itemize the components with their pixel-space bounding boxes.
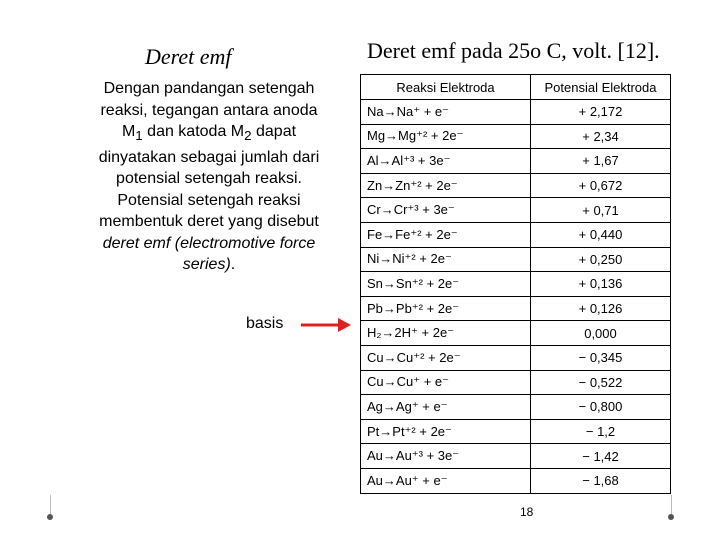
basis-arrow-icon: [300, 315, 352, 335]
page-number: 18: [520, 505, 534, 519]
paragraph-text: .: [230, 256, 236, 274]
reaction-cell: Pt→Pt⁺² + 2e⁻: [361, 419, 531, 444]
paragraph-text: dapat dinyatakan sebagai jumlah dari potensial setengah reaksi. Potensial setengah reaksi membentuk deret yang disebut: [98, 123, 320, 231]
table-row: [361, 395, 671, 420]
table-row: [361, 173, 671, 198]
reaction-cell: Mg→Mg⁺² + 2e⁻: [361, 124, 531, 149]
header-potential: Potensial Elektroda: [531, 75, 671, 100]
left-divider-line: [50, 495, 51, 515]
reaction-cell: Cr→Cr⁺³ + 3e⁻: [361, 198, 531, 223]
table-row: [361, 296, 671, 321]
table-row: [361, 124, 671, 149]
explanation-paragraph: [88, 78, 330, 276]
basis-label: basis: [246, 315, 284, 332]
reaction-cell: H₂→2H⁺ + 2e⁻: [361, 321, 531, 346]
paragraph-subscript: 2: [244, 128, 252, 144]
paragraph-text: dan katoda M: [142, 123, 245, 140]
potential-cell: + 0,136: [531, 272, 671, 297]
table-row: [361, 370, 671, 395]
paragraph-text: Dengan pandangan setengah reaksi, tegangan antara anoda M: [100, 80, 318, 140]
potential-cell: − 1,2: [531, 419, 671, 444]
potential-cell: + 0,126: [531, 296, 671, 321]
table-row: [361, 222, 671, 247]
reaction-cell: Au→Au⁺³ + 3e⁻: [361, 444, 531, 469]
table-row: [361, 247, 671, 272]
potential-cell: − 0,522: [531, 370, 671, 395]
emf-series-table: [360, 74, 671, 494]
reaction-cell: Ni→Ni⁺² + 2e⁻: [361, 247, 531, 272]
header-reaction: Reaksi Elektroda: [361, 75, 531, 100]
table-row: [361, 100, 671, 125]
paragraph-italic-term: deret emf (electromotive force series): [102, 234, 316, 274]
table-row: [361, 198, 671, 223]
potential-cell: 0,000: [531, 321, 671, 346]
table-row: [361, 272, 671, 297]
reaction-cell: Sn→Sn⁺² + 2e⁻: [361, 272, 531, 297]
reaction-cell: Zn→Zn⁺² + 2e⁻: [361, 173, 531, 198]
reaction-cell: Pb→Pb⁺² + 2e⁻: [361, 296, 531, 321]
table-row: [361, 345, 671, 370]
slide-subtitle-left: Deret emf: [145, 44, 232, 69]
table-row: [361, 321, 671, 346]
table-row: [361, 419, 671, 444]
potential-cell: + 0,672: [531, 173, 671, 198]
slide-title: Deret emf pada 25o C, volt. [12].: [367, 38, 660, 63]
paragraph-subscript: 1: [135, 128, 143, 144]
potential-cell: − 0,800: [531, 395, 671, 420]
reaction-cell: Cu→Cu⁺ + e⁻: [361, 370, 531, 395]
potential-cell: − 1,42: [531, 444, 671, 469]
potential-cell: + 0,440: [531, 222, 671, 247]
potential-cell: + 1,67: [531, 149, 671, 174]
reaction-cell: Cu→Cu⁺² + 2e⁻: [361, 345, 531, 370]
table-header-row: [361, 75, 671, 100]
reaction-cell: Na→Na⁺ + e⁻: [361, 100, 531, 125]
reaction-cell: Al→Al⁺³ + 3e⁻: [361, 149, 531, 174]
potential-cell: + 0,250: [531, 247, 671, 272]
left-corner-dot: [47, 514, 53, 520]
table-row: [361, 149, 671, 174]
potential-cell: + 0,71: [531, 198, 671, 223]
potential-cell: − 1,68: [531, 468, 671, 493]
reaction-cell: Fe→Fe⁺² + 2e⁻: [361, 222, 531, 247]
right-corner-dot: [668, 514, 674, 520]
potential-cell: − 0,345: [531, 345, 671, 370]
table-row: [361, 444, 671, 469]
reaction-cell: Ag→Ag⁺ + e⁻: [361, 395, 531, 420]
potential-cell: + 2,34: [531, 124, 671, 149]
potential-cell: + 2,172: [531, 100, 671, 125]
table-row: [361, 468, 671, 493]
reaction-cell: Au→Au⁺ + e⁻: [361, 468, 531, 493]
right-divider-line: [671, 495, 672, 515]
